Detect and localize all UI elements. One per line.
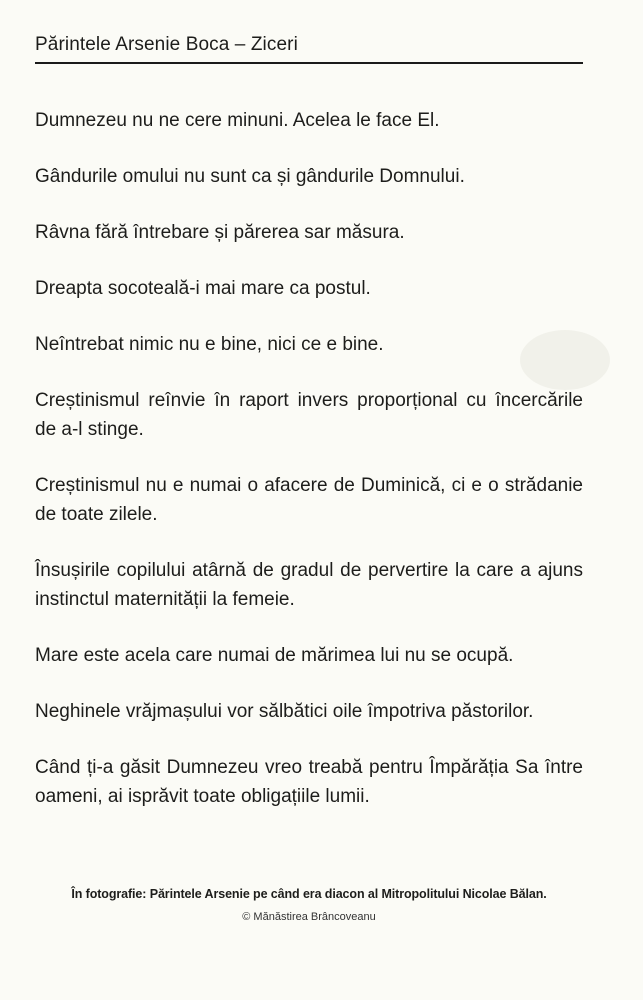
quote-item: Gândurile omului nu sunt ca și gândurile Domnului.	[35, 166, 465, 187]
quote-item: Creștinismul reînvie în raport invers proporțional cu încercările de a-l stinge.	[35, 390, 583, 440]
quote-item: Neghinele vrăjmașului vor sălbătici oile împotriva păstorilor.	[35, 701, 534, 722]
quote-item: Creștinismul nu e numai o afacere de Duminică, ci e o strădanie de toate zilele.	[35, 475, 583, 525]
page-title: Părintele Arsenie Boca – Ziceri	[35, 34, 298, 55]
quote-item: Mare este acela care numai de mărimea lui nu se ocupă.	[35, 645, 514, 666]
copyright-notice: © Mănăstirea Brâncoveanu	[242, 911, 376, 923]
quote-item: Însușirile copilului atârnă de gradul de pervertire la care a ajuns instinctul maternității la femeie.	[35, 560, 583, 610]
photo-caption: În fotografie: Părintele Arsenie pe când era diacon al Mitropolitului Nicolae Bălan.	[71, 887, 547, 901]
quote-item: Dreapta socoteală-i mai mare ca postul.	[35, 278, 371, 299]
quote-item: Când ți-a găsit Dumnezeu vreo treabă pentru Împărăția Sa între oameni, ai isprăvit toate obligațiile lumii.	[35, 757, 583, 807]
page-header	[35, 34, 583, 64]
quote-item: Dumnezeu nu ne cere minuni. Acelea le face El.	[35, 110, 440, 131]
quote-item: Neîntrebat nimic nu e bine, nici ce e bine.	[35, 334, 384, 355]
quote-list	[35, 106, 583, 838]
quote-item: Râvna fără întrebare și părerea sar măsura.	[35, 222, 405, 243]
